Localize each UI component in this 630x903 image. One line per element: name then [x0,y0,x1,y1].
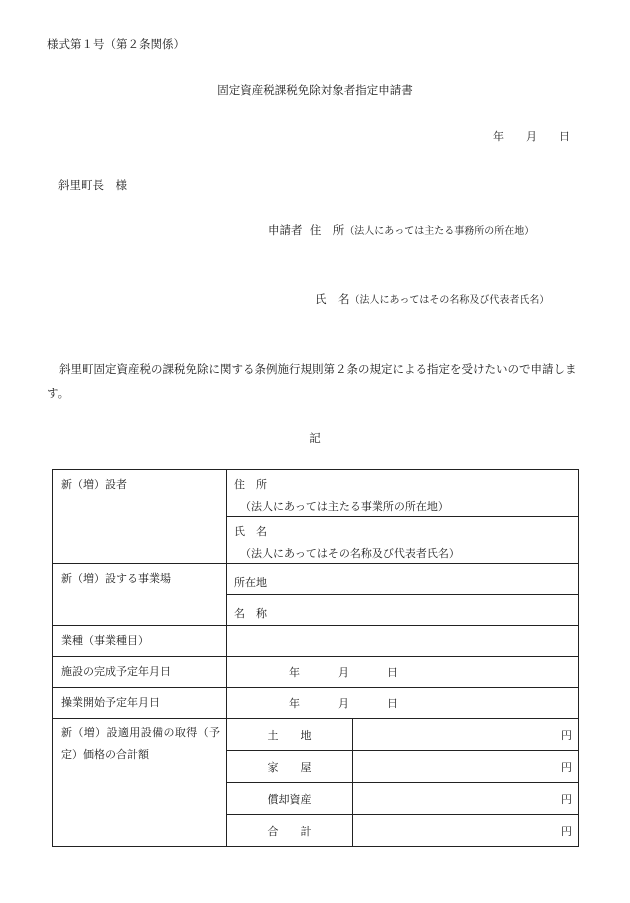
cost-yen-land: 円 [353,719,579,751]
completion-month: 月 [338,666,349,679]
industry-value [227,626,579,657]
industry-label: 業種（事業種目） [53,626,227,657]
cost-yen-total: 円 [353,815,579,847]
builder-name-label: 氏 名 [234,525,267,538]
operation-label: 操業開始予定年月日 [53,688,227,719]
applicant-address-line [268,222,534,238]
application-table [52,469,579,847]
site-location-cell: 所在地 [227,564,579,595]
builder-address-note: （法人にあっては主たる事業所の所在地） [240,500,449,513]
date-line [493,128,570,144]
applicant-name-label: 氏 名 [315,292,350,306]
builder-name-note: （法人にあってはその名称及び代表者氏名） [240,547,460,560]
date-day: 日 [559,130,570,143]
applicant-address-label: 住 所 [309,223,345,237]
operation-month: 月 [338,697,349,710]
completion-year: 年 [289,666,300,679]
site-name-cell: 名 称 [227,595,579,626]
table-row [53,657,579,688]
body-text: 斜里町固定資産税の課税免除に関する条例施行規則第２条の規定による指定を受けたいので申請します。 [47,362,577,400]
addressee: 斜里町長 様 [58,178,127,192]
date-month: 月 [526,130,537,143]
operation-day: 日 [387,697,398,710]
applicant-address-note: （法人にあっては主たる事務所の所在地） [344,226,535,237]
ki-heading: 記 [309,431,321,445]
form-number: 様式第１号（第２条関係） [47,37,185,51]
document-title: 固定資産税課税免除対象者指定申請書 [217,83,413,97]
applicant-name-note: （法人にあってはその名称及び代表者氏名） [349,295,550,306]
builder-address-label: 住 所 [234,478,267,491]
completion-label: 施設の完成予定年月日 [53,657,227,688]
table-row [53,719,579,751]
builder-address-cell [227,470,579,517]
cost-yen-depreciable: 円 [353,783,579,815]
completion-date-cell [227,657,579,688]
site-label: 新（増）設する事業場 [53,564,227,626]
applicant-name-line [315,291,549,307]
cost-item-total: 合 計 [227,815,353,847]
table-row [53,626,579,657]
table-row [53,470,579,517]
cost-item-depreciable: 償却資産 [227,783,353,815]
operation-year: 年 [289,697,300,710]
applicant-label: 申請者 [268,223,303,237]
date-year: 年 [493,130,504,143]
cost-item-building: 家 屋 [227,751,353,783]
operation-date-cell [227,688,579,719]
builder-name-cell [227,517,579,564]
table-row [53,564,579,595]
cost-label: 新（増）設適用設備の取得（予定）価格の合計額 [53,719,227,847]
cost-item-land: 土 地 [227,719,353,751]
completion-day: 日 [387,666,398,679]
cost-yen-building: 円 [353,751,579,783]
table-row [53,688,579,719]
builder-label: 新（増）設者 [53,470,227,564]
